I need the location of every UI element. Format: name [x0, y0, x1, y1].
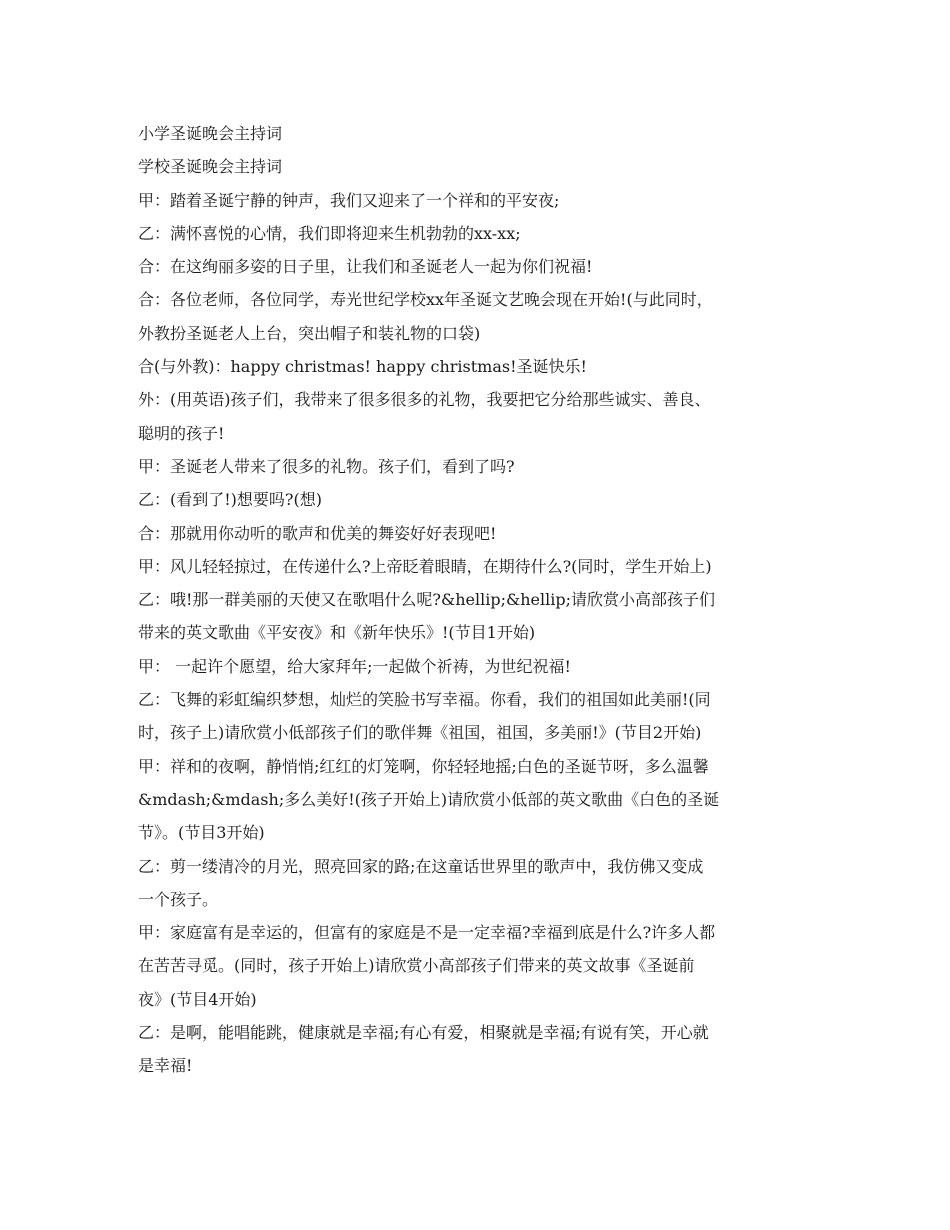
- text-line: 甲：圣诞老人带来了很多的礼物。孩子们，看到了吗?: [138, 456, 515, 476]
- text-line: 甲：家庭富有是幸运的，但富有的家庭是不是一定幸福?幸福到底是什么?许多人都: [138, 923, 716, 943]
- text-line: 甲：风儿轻轻掠过，在传递什么?上帝眨着眼睛，在期待什么?(同时，学生开始上): [138, 556, 712, 576]
- document-subtitle: 学校圣诞晚会主持词: [138, 157, 283, 177]
- document-body: [138, 117, 828, 1083]
- text-line: &mdash;&mdash;多么美好!(孩子开始上)请欣赏小低部的英文歌曲《白色的圣诞: [138, 789, 720, 809]
- text-line: 合：在这绚丽多姿的日子里，让我们和圣诞老人一起为你们祝福!: [138, 257, 593, 277]
- text-line: 合：那就用你动听的歌声和优美的舞姿好好表现吧!: [138, 523, 497, 543]
- text-line: 夜》(节目4开始): [138, 989, 257, 1009]
- text-line: 是幸福!: [138, 1056, 193, 1076]
- text-line: 聪明的孩子!: [138, 423, 225, 443]
- text-line: 时，孩子上)请欣赏小低部孩子们的歌伴舞《祖国，祖国，多美丽!》(节目2开始): [138, 723, 702, 743]
- text-line: 一个孩子。: [138, 889, 219, 909]
- text-line: 在苦苦寻觅。(同时，孩子开始上)请欣赏小高部孩子们带来的英文故事《圣诞前: [138, 956, 695, 976]
- text-line: 合：各位老师，各位同学，寿光世纪学校xx年圣诞文艺晚会现在开始!(与此同时，: [138, 290, 713, 310]
- text-line: 合(与外教)：happy christmas! happy christmas!圣诞快乐!: [138, 357, 587, 377]
- text-line: 外：(用英语)孩子们，我带来了很多很多的礼物，我要把它分给那些诚实、善良、: [138, 390, 711, 410]
- document-title: 小学圣诞晚会主持词: [138, 124, 283, 143]
- text-line: 乙：飞舞的彩虹编织梦想，灿烂的笑脸书写幸福。你看，我们的祖国如此美丽!(同: [138, 690, 711, 710]
- text-line: 乙：剪一缕清冷的月光，照亮回家的路;在这童话世界里的歌声中，我仿佛又变成: [138, 856, 704, 876]
- text-line: 乙：满怀喜悦的心情，我们即将迎来生机勃勃的xx-xx;: [138, 223, 521, 243]
- text-line: 节》。(节目3开始): [138, 823, 265, 843]
- text-line: 乙：(看到了!)想要吗?(想): [138, 490, 322, 510]
- text-line: 乙：哦!那一群美丽的天使又在歌唱什么呢?&hellip;&hellip;请欣赏小高部孩子们: [138, 590, 716, 610]
- text-line: 带来的英文歌曲《平安夜》和《新年快乐》!(节目1开始): [138, 623, 536, 643]
- text-line: 甲：踏着圣诞宁静的钟声，我们又迎来了一个祥和的平安夜;: [138, 190, 560, 210]
- text-line: 外教扮圣诞老人上台，突出帽子和装礼物的口袋): [138, 323, 481, 343]
- text-line: 甲：祥和的夜啊，静悄悄;红红的灯笼啊，你轻轻地摇;白色的圣诞节呀，多么温馨: [138, 756, 709, 776]
- text-line: 甲： 一起许个愿望，给大家拜年;一起做个祈祷，为世纪祝福!: [138, 656, 571, 676]
- text-line: 乙：是啊，能唱能跳，健康就是幸福;有心有爱，相聚就是幸福;有说有笑，开心就: [138, 1023, 709, 1043]
